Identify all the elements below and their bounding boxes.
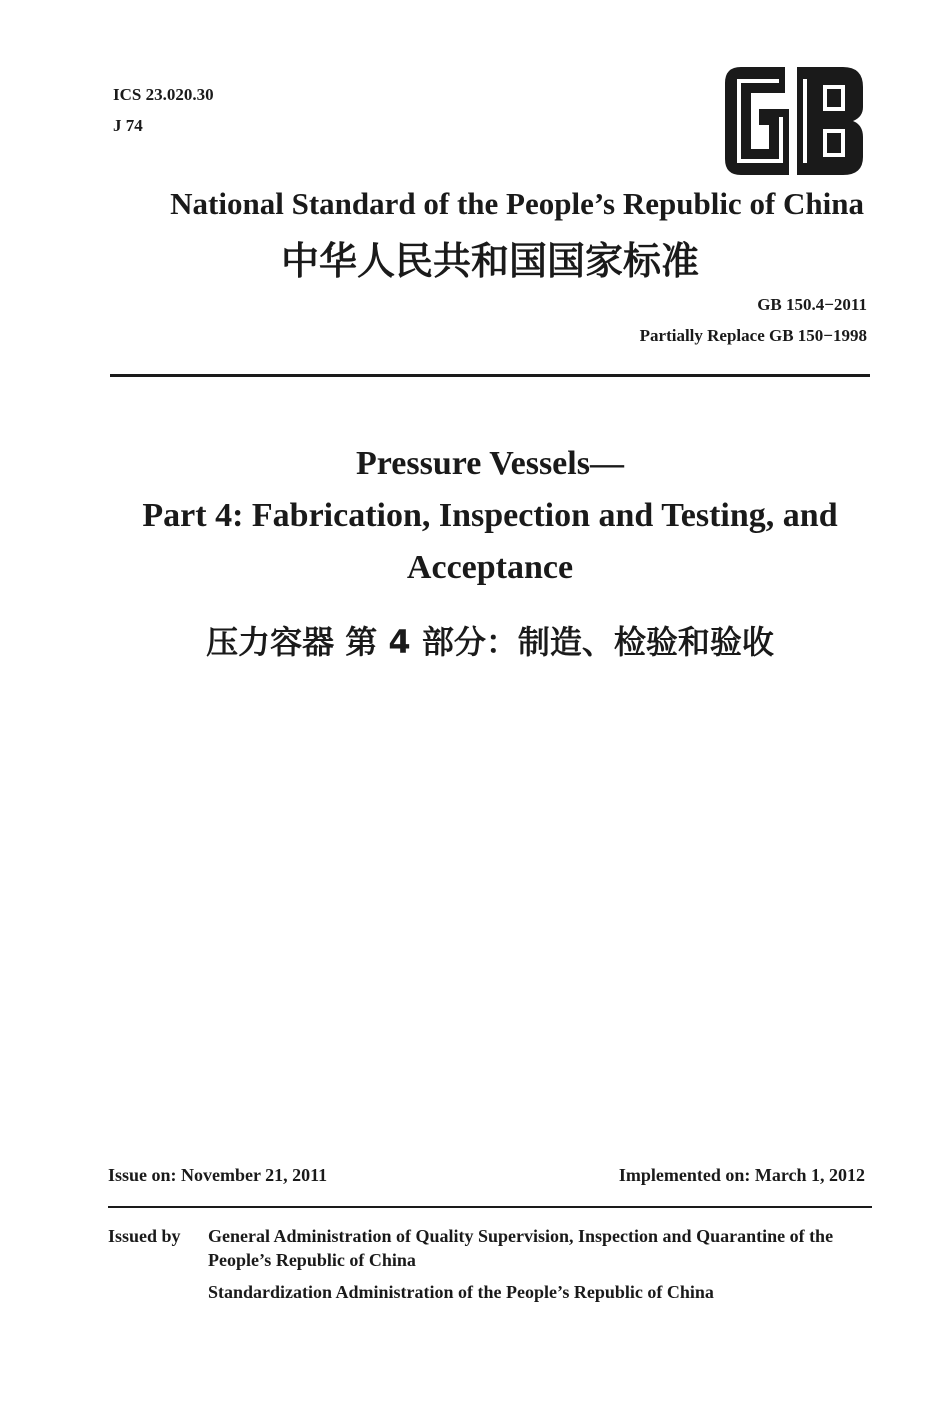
ccs-code: J 74 [113, 116, 143, 135]
replaces-note: Partially Replace GB 150−1998 [639, 326, 867, 345]
issue-date: Issue on: November 21, 2011 [108, 1165, 328, 1185]
document-title-chinese: 压力容器 第 4 部分：制造、检验和验收 [206, 623, 774, 661]
title-line-1: Pressure Vessels— [356, 445, 624, 482]
issuer-sac: Standardization Administration of the People’s Republic of China [208, 1282, 714, 1302]
bottom-divider [108, 1206, 872, 1208]
gb-logo-icon [719, 63, 867, 179]
ics-code: ICS 23.020.30 [113, 85, 214, 104]
title-line-2: Part 4: Fabrication, Inspection and Testing, and [142, 497, 838, 534]
title-line-3: Acceptance [406, 549, 574, 586]
issuer-aqsiq: General Administration of Quality Supervision, Inspection and Quarantine of the People’s Republic of China [208, 1226, 834, 1270]
implementation-date: Implemented on: March 1, 2012 [618, 1165, 865, 1185]
national-standard-english: National Standard of the People’s Republic of China [170, 186, 864, 221]
document-title [100, 438, 880, 594]
national-standard-chinese: 中华人民共和国国家标准 [280, 239, 699, 283]
issued-by-label: Issued by [108, 1226, 181, 1246]
issuers-list [208, 1224, 878, 1304]
standard-number: GB 150.4−2011 [757, 295, 867, 314]
top-divider [110, 374, 870, 377]
